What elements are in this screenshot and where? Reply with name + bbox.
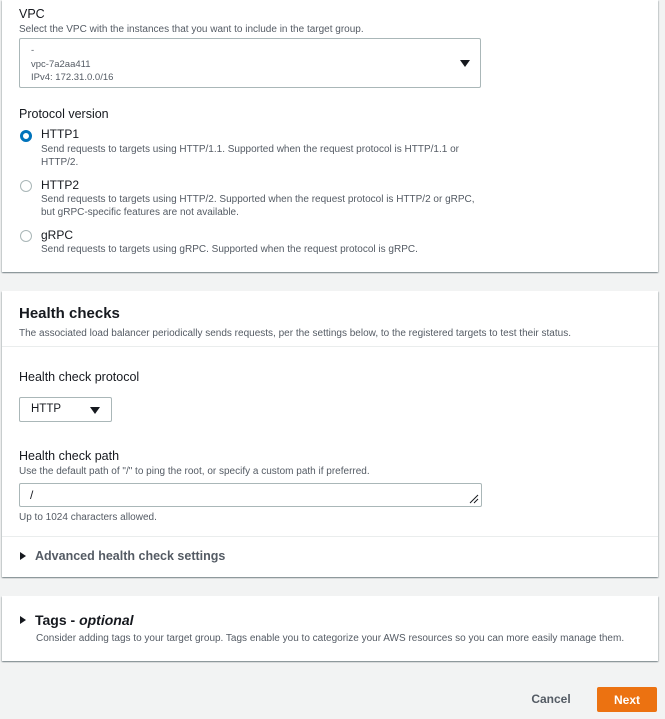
divider (2, 346, 658, 347)
cancel-button[interactable]: Cancel (520, 687, 582, 711)
radio-http2-label[interactable]: HTTP2 (41, 178, 80, 192)
health-checks-description: The associated load balancer periodically sends requests, per the settings below, to the registered targets to test their status. (19, 328, 571, 339)
caret-right-icon (20, 616, 26, 624)
vpc-selected-name: - (31, 45, 35, 56)
tags-description: Consider adding tags to your target group. Tags enable you to categorize your AWS resources so you can more easily manage them. (36, 633, 625, 644)
radio-http2-description: Send requests to targets using HTTP/2. Supported when the request protocol is HTTP/2 or gRPC, but gRPC-specific features are not available. (41, 194, 475, 218)
radio-grpc-label[interactable]: gRPC (41, 228, 74, 242)
resize-grip-icon[interactable] (469, 494, 479, 504)
radio-http1[interactable] (20, 130, 32, 142)
tags-title (35, 612, 134, 628)
health-check-protocol-label: Health check protocol (19, 370, 140, 384)
caret-down-icon (460, 60, 470, 67)
health-checks-section (2, 291, 658, 577)
radio-grpc-description: Send requests to targets using gRPC. Supported when the request protocol is gRPC. (41, 244, 418, 255)
tags-title-text: Tags - (35, 612, 80, 628)
radio-grpc[interactable] (20, 230, 32, 242)
protocol-version-label: Protocol version (19, 107, 109, 121)
health-check-path-value: / (30, 488, 34, 502)
tags-section (2, 596, 658, 661)
caret-down-icon (90, 407, 100, 414)
radio-http1-description: Send requests to targets using HTTP/1.1. Supported when the request protocol is HTTP/1.1 or HTTP/2. (41, 144, 459, 168)
health-check-path-constraint: Up to 1024 characters allowed. (19, 512, 157, 523)
advanced-health-check-settings-label: Advanced health check settings (35, 549, 226, 563)
radio-http1-label[interactable]: HTTP1 (41, 127, 80, 141)
vpc-section (2, 0, 658, 272)
vpc-label: VPC (19, 7, 45, 21)
caret-right-icon (20, 552, 26, 560)
health-check-path-input[interactable] (19, 483, 482, 507)
vpc-selected-cidr: IPv4: 172.31.0.0/16 (31, 72, 114, 83)
health-check-path-label: Health check path (19, 449, 120, 463)
vpc-selected-id: vpc-7a2aa411 (31, 59, 91, 70)
tags-toggle[interactable] (20, 612, 134, 628)
health-check-protocol-value: HTTP (31, 403, 62, 415)
vpc-select[interactable] (19, 38, 481, 88)
tags-optional-text: optional (79, 612, 134, 628)
next-button[interactable]: Next (597, 687, 657, 712)
health-check-path-description: Use the default path of "/" to ping the root, or specify a custom path if preferred. (19, 466, 370, 477)
advanced-health-check-settings-toggle[interactable] (20, 549, 225, 563)
health-checks-title: Health checks (19, 305, 120, 322)
radio-http2[interactable] (20, 180, 32, 192)
health-check-protocol-select[interactable] (19, 397, 112, 422)
vpc-description: Select the VPC with the instances that you want to include in the target group. (19, 24, 364, 35)
divider (2, 536, 658, 537)
